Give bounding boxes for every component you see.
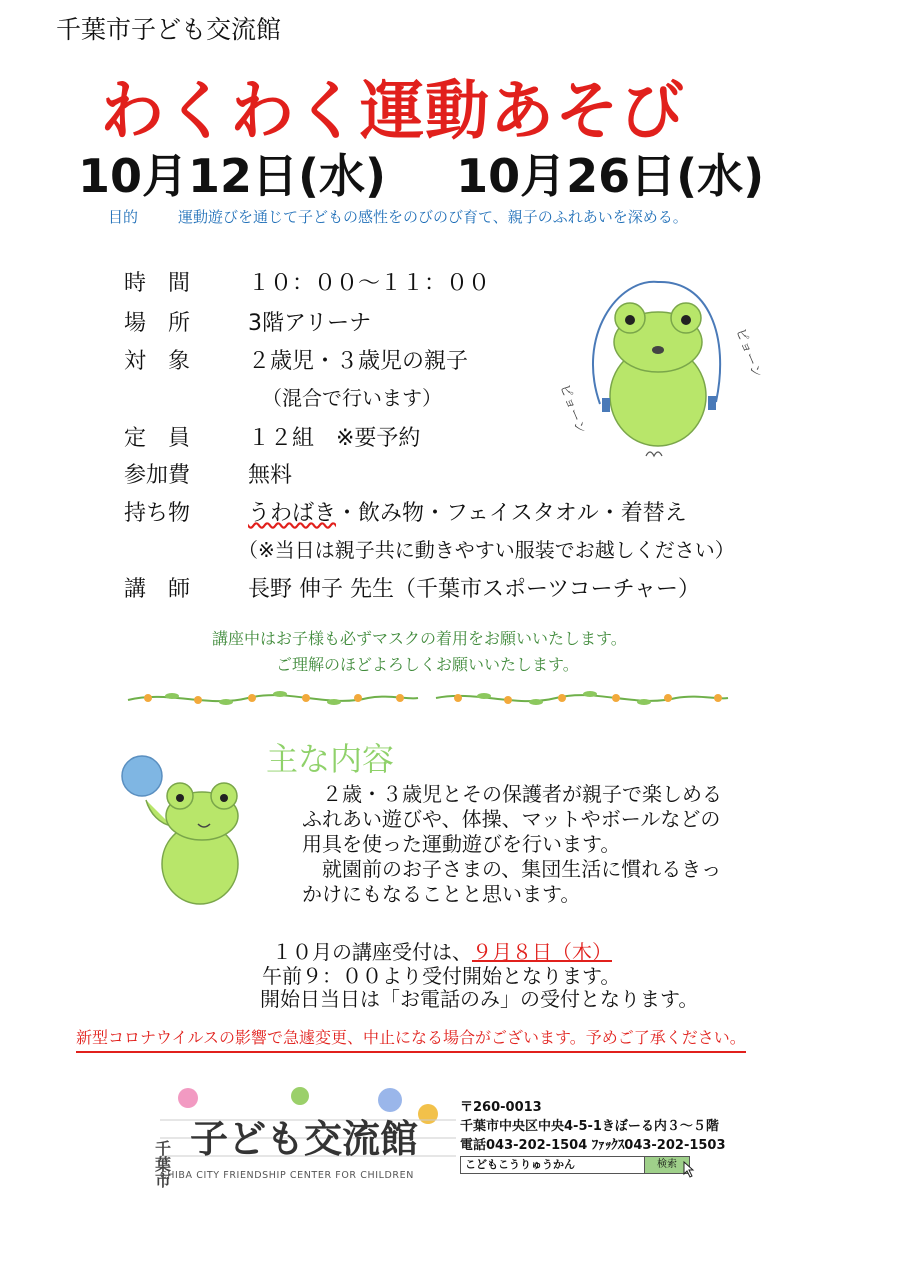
center-logo [152, 1080, 456, 1188]
detail-target [124, 344, 468, 375]
flower-vine-divider [128, 686, 728, 712]
search-box [460, 1156, 677, 1174]
content-line: 就園前のお子さまの、集団生活に慣れるきっ [302, 857, 722, 881]
detail-items [124, 496, 687, 527]
purpose-label: 目的 [108, 208, 139, 226]
detail-value: 長野 伸子 先生（千葉市スポーツコーチャー） [248, 577, 701, 602]
items-rest: ・飲み物・フェイスタオル・着替え [336, 501, 687, 526]
application-prefix: １０月の講座受付は、 [272, 940, 472, 964]
detail-value: 3階アリーナ [248, 311, 372, 336]
content-line: ふれあい遊びや、体操、マットやボールなどの [302, 807, 721, 831]
mask-notice-line2: ご理解のほどよろしくお願いいたします。 [276, 655, 579, 674]
detail-label: 持ち物 [124, 501, 191, 526]
application-line3: 開始日当日は「お電話のみ」の受付となります。 [260, 987, 699, 1011]
purpose-text: 運動遊びを通じて子どもの感性をのびのび育て、親子のふれあいを深める。 [178, 208, 688, 226]
detail-label: 対 象 [124, 349, 191, 374]
detail-capacity [124, 421, 420, 452]
detail-instructor [124, 572, 700, 603]
content-line: ２歳・３歳児とその保護者が親子で楽しめる [302, 782, 722, 806]
mask-notice-line1: 講座中はお子様も必ずマスクの着用をお願いいたします。 [212, 629, 627, 648]
items-first: うわばき [248, 501, 337, 526]
cursor-icon [682, 1160, 700, 1178]
ball-frog-illustration [120, 754, 290, 914]
postal-code: 〒260-0013 [460, 1100, 542, 1115]
search-input[interactable]: こどもこうりゅうかん [460, 1156, 648, 1174]
detail-value: １０：００～１１：００ [248, 271, 491, 296]
content-line: 用具を使った運動遊びを行います。 [302, 832, 621, 856]
detail-value: ２歳児・３歳児の親子 [248, 349, 469, 374]
event-title: わくわく運動あそび [100, 75, 685, 149]
search-button[interactable]: 検索 [644, 1156, 690, 1174]
detail-label: 場 所 [124, 311, 191, 336]
covid-warning: 新型コロナウイルスの影響で急遽変更、中止になる場合がございます。予めご了承ください。 [76, 1025, 746, 1053]
sound-effect-left: ピョーン [556, 382, 589, 436]
phone-fax: 電話043-202-1504 ﾌｧｯｸｽ043-202-1503 [460, 1138, 726, 1153]
detail-fee [124, 458, 292, 489]
content-body [302, 782, 762, 907]
content-line: かけにもなることと思います。 [302, 882, 581, 906]
event-dates [78, 140, 764, 206]
detail-value: １２組 ※要予約 [248, 426, 421, 451]
logo-english-text: CHIBA CITY FRIENDSHIP CENTER FOR CHILDREN [160, 1170, 414, 1181]
detail-value: 無料 [248, 463, 293, 488]
items-note: （※当日は親子共に動きやすい服装でお越しください） [238, 538, 735, 562]
application-date: ９月８日（木） [472, 940, 612, 964]
event-date-1: 10月12日(水) [78, 149, 387, 203]
address: 千葉市中央区中央4-5-1きぼーる内３～５階 [460, 1119, 719, 1134]
purpose-line [108, 206, 688, 227]
organization-name: 千葉市子ども交流館 [56, 15, 282, 44]
contact-info [460, 1098, 726, 1155]
detail-label: 時 間 [124, 271, 191, 296]
detail-label: 講 師 [124, 577, 191, 602]
jump-rope-frog-illustration [548, 276, 768, 476]
detail-time [124, 266, 490, 297]
logo-small-text: 千葉市 [152, 1140, 172, 1188]
content-title: 主な内容 [266, 740, 395, 778]
logo-main-text: 子ども交流館 [190, 1117, 419, 1161]
application-line2: 午前９：００より受付開始となります。 [262, 964, 621, 988]
detail-label: 定 員 [124, 426, 191, 451]
event-date-2: 10月26日(水) [456, 149, 765, 203]
sound-effect-right: ピョーン [732, 326, 765, 380]
detail-place [124, 306, 371, 337]
detail-label: 参加費 [124, 463, 191, 488]
target-note: （混合で行います） [262, 386, 442, 410]
